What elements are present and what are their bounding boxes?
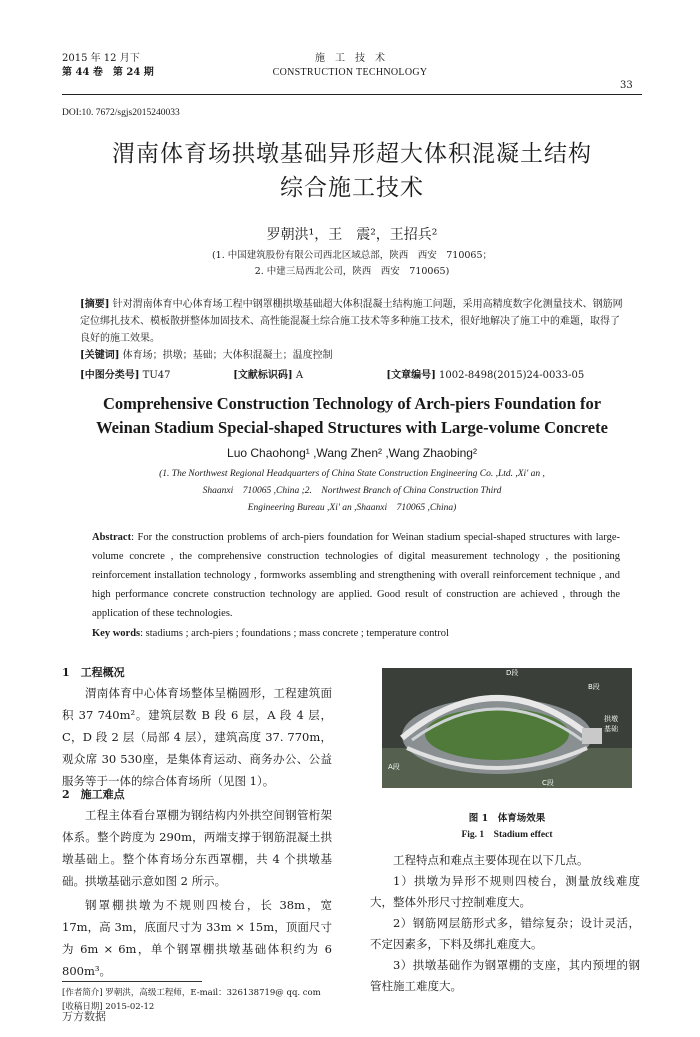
keywords-cn-label: [关键词] xyxy=(80,350,120,361)
author-bio: [作者简介] 罗朝洪，高级工程师，E-mail：326138719@ qq. com xyxy=(62,988,321,998)
doi: DOI:10. 7672/sgjs2015240033 xyxy=(62,108,180,118)
clc-label: [中图分类号] xyxy=(80,370,140,381)
keywords-en-text: : stadiums ; arch-piers ; foundations ; mass concrete ; temperature control xyxy=(140,628,449,639)
wanfang-watermark: 万方数据 xyxy=(62,1010,106,1023)
keywords-cn-text: 体育场；拱墩；基础；大体积混凝土；温度控制 xyxy=(122,350,333,361)
affiliation-cn-2: 2. 中建三局西北公司，陕西 西安 710065) xyxy=(254,266,450,277)
difficulty-item-3: 3）拱墩基础作为钢罩棚的支座，其内预埋的钢管柱施工难度大。 xyxy=(370,958,640,993)
title-cn-line-1: 渭南体育场拱墩基础异形超大体积混凝土结构 xyxy=(112,141,592,167)
figure-caption-en: Fig. 1 Stadium effect xyxy=(461,830,553,840)
abstract-en xyxy=(92,528,620,623)
running-header-left xyxy=(62,52,154,80)
page-number: 33 xyxy=(620,80,633,91)
label-b-section: B段 xyxy=(588,683,600,691)
difficulty-item-1: 1）拱墩为异形不规则四棱台，测量放线难度大，整体外形尺寸控制难度大。 xyxy=(370,874,640,909)
section-1-heading: 1 工程概况 xyxy=(62,666,125,679)
section-2-paragraph-2: 钢罩棚拱墩为不规则四棱台，长 38m，宽 17m，高 3m，底面尺寸为 33m × 15m，顶面尺寸为 6m × 6m，单个钢罩棚拱墩基础体积约为 6 800m³。 xyxy=(62,898,332,978)
section-2-paragraph-1: 工程主体看台罩棚为钢结构内外拱空间钢管桁架体系。整个跨度为 290m，两端支撑于钢筋混凝土拱墩基础上。整个体育场分东西罩棚，共 4 个拱墩基础。拱墩基础示意如图 2 所示。 xyxy=(62,808,332,888)
label-foundation: 基础 xyxy=(604,725,618,733)
title-en-line-2: Weinan Stadium Special-shaped Structures with Large-volume Concrete xyxy=(96,418,608,437)
journal-name-en: CONSTRUCTION TECHNOLOGY xyxy=(272,67,428,78)
issue-date: 2015 年 12 月下 xyxy=(62,53,140,64)
affiliation-cn-1: (1. 中国建筑股份有限公司西北区域总部，陕西 西安 710065； xyxy=(211,250,493,261)
difficulty-intro: 工程特点和难点主要体现在以下几点。 xyxy=(393,853,589,867)
keywords-en-label: Key words xyxy=(92,628,141,639)
doc-value: A xyxy=(295,370,304,381)
abstract-en-text: : For the construction problems of arch-piers foundation for Weinan stadium special-shaped structures with large-volume concrete , the comprehensive construction technologies of digital measurement technology , the positioning reinforcement installation technology , formworks assembling and strengthening with overall reinforcement technique , and high performance concrete construction technology are applied. Good result of construction are achieved , through the application of these technologies. xyxy=(92,532,620,619)
abstract-cn-label: [摘要] xyxy=(80,299,110,310)
clc-value: TU47 xyxy=(142,370,171,381)
classification-row xyxy=(80,366,640,381)
right-column-text xyxy=(370,850,640,997)
affiliation-en-3: Engineering Bureau ,Xi' an ,Shaanxi 710065 ,China) xyxy=(247,503,457,513)
title-cn-line-2: 综合施工技术 xyxy=(280,175,424,201)
article-value: 1002-8498(2015)24-0033-05 xyxy=(439,370,585,381)
received-date: [收稿日期] 2015-02-12 xyxy=(62,1002,155,1012)
section-2-heading: 2 施工难点 xyxy=(62,788,125,801)
keywords-en xyxy=(92,624,620,643)
footnote-rule xyxy=(62,981,202,982)
abstract-en-label: Abstract xyxy=(92,532,132,543)
stadium-photo xyxy=(382,668,632,788)
section-1-paragraph: 渭南体育中心体育场整体呈椭圆形，工程建筑面积 37 740m²。建筑层数 B 段 6 层，A 段 4 层，C，D 段 2 层（局部 4 层），建筑高度 37. 770m，观众席 30 530座，是集体育运动、商务办公、公益服务等于一体的综合体育场所（见图 1）。 xyxy=(62,686,332,788)
article-label: [文章编号] xyxy=(386,370,436,381)
title-en-line-1: Comprehensive Construction Technology of Arch-piers Foundation for xyxy=(102,394,602,413)
authors-en: Luo Chaohong¹ ,Wang Zhen² ,Wang Zhaobing² xyxy=(227,446,477,460)
abstract-cn xyxy=(80,296,628,347)
label-d-section: D段 xyxy=(506,669,519,677)
doc-label: [文献标识码] xyxy=(233,370,293,381)
figure-caption-cn: 图 1 体育场效果 xyxy=(468,813,546,824)
journal-name-cn: 施 工 技 术 xyxy=(315,53,385,64)
affiliation-en-1: (1. The Northwest Regional Headquarters of China State Construction Engineering Co. ,Ltd. ,Xi' an , xyxy=(159,469,545,479)
label-arch-pier: 拱墩 xyxy=(604,715,618,723)
volume-issue: 第 44 卷 第 24 期 xyxy=(62,67,154,78)
label-c-section: C段 xyxy=(542,779,554,787)
affiliation-en-2: Shaanxi 710065 ,China ;2. Northwest Branch of China Construction Third xyxy=(202,486,502,496)
abstract-cn-text: 针对渭南体育中心体育场工程中钢罩棚拱墩基础超大体积混凝土结构施工问题，采用高精度数字化测量技术、钢筋网定位绑扎技术、模板散拼整体加固技术、高性能混凝土综合施工技术等多种施工技术，很好地解决了施工中的难题，取得了良好的施工效果。 xyxy=(80,299,623,344)
header-rule xyxy=(62,94,642,95)
difficulty-item-2: 2）钢筋网层筋形式多，错综复杂；设计灵活，不定因素多，下料及绑扎难度大。 xyxy=(370,916,640,951)
label-a-section: A段 xyxy=(388,763,400,771)
authors-cn: 罗朝洪¹，王 震²，王招兵² xyxy=(266,227,438,243)
keywords-cn xyxy=(80,348,640,364)
running-header-center xyxy=(250,52,450,80)
